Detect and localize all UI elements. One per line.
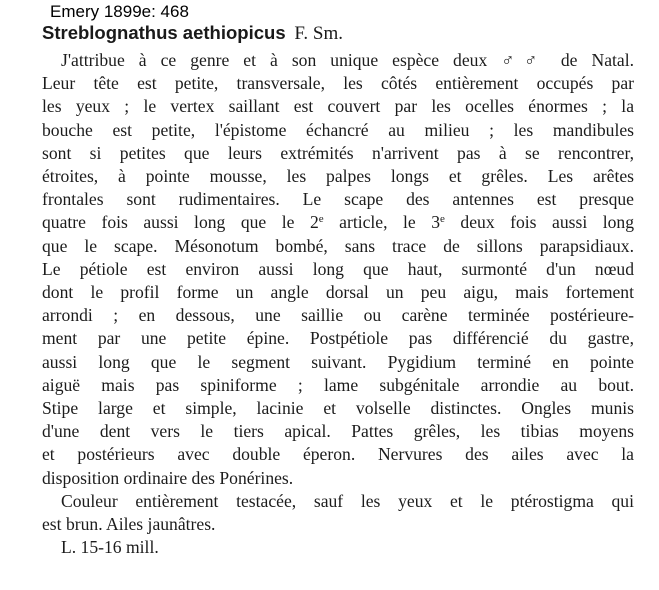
measurement-line: L. 15-16 mill. — [61, 537, 159, 558]
text-line: bouche est petite, l'épistome échancré au milieu ; les mandibules — [42, 119, 634, 140]
ordinal-superscript: e — [318, 213, 324, 226]
text-line: est brun. Ailes jaunâtres. — [42, 514, 216, 535]
text-line: Stipe large et simple, lacinie et volselle distinctes. Ongles munis — [42, 398, 634, 419]
description-body — [42, 49, 634, 559]
text-line: disposition ordinaire des Ponérines. — [42, 467, 294, 488]
text-line: d'une dent vers le tiers apical. Pattes grêles, les tibias moyens — [42, 421, 634, 442]
species-heading — [42, 22, 343, 45]
text-line: arrondi ; en dessous, une saillie ou carène terminée postérieure- — [42, 305, 634, 326]
text-line: aiguë mais pas spiniforme ; lame subgénitale arrondie au bout. — [42, 374, 634, 395]
text-line: Couleur entièrement testacée, sauf les yeux et le ptérostigma qui — [61, 490, 634, 511]
text-line: les yeux ; le vertex saillant est couvert par les ocelles énormes ; la — [42, 96, 634, 117]
text-line: aussi long que le segment suivant. Pygidium terminé en pointe — [42, 351, 634, 372]
text-line: J'attribue à ce genre et à son unique espèce deux ♂♂ de Natal. — [61, 50, 634, 70]
text-line: que le scape. Mésonotum bombé, sans trace de sillons parapsidiaux. — [42, 235, 634, 256]
text-line: sont si petites que leurs extrémités n'arrivent pas à se rencontrer, — [42, 142, 634, 163]
text-fragment: deux fois aussi long — [444, 212, 635, 233]
text-line: frontales sont rudimentaires. Le scape des antennes est presque — [42, 189, 634, 210]
text-line: dont le profil forme un angle dorsal un peu aigu, mais fortement — [42, 282, 634, 303]
ordinal-superscript: e — [440, 213, 445, 226]
text-line: Leur tête est petite, transversale, les côtés entièrement occupés par — [42, 73, 634, 94]
species-author: F. Sm. — [294, 23, 344, 44]
text-line: et postérieurs avec double éperon. Nervures des ailes avec la — [42, 444, 634, 465]
text-fragment: quatre fois aussi long que le 2 — [42, 212, 319, 233]
text-fragment: article, le 3 — [323, 212, 441, 233]
text-line: ment par une petite épine. Postpétiole pas différencié du gastre, — [42, 328, 634, 349]
text-line: étroites, à pointe mousse, les palpes longs et grêles. Les arêtes — [42, 166, 634, 187]
citation-header: Emery 1899e: 468 — [50, 2, 189, 21]
text-line: Le pétiole est environ aussi long que haut, surmonté d'un nœud — [42, 258, 634, 279]
text-line — [42, 211, 634, 234]
species-name: Streblognathus aethiopicus — [42, 22, 286, 43]
